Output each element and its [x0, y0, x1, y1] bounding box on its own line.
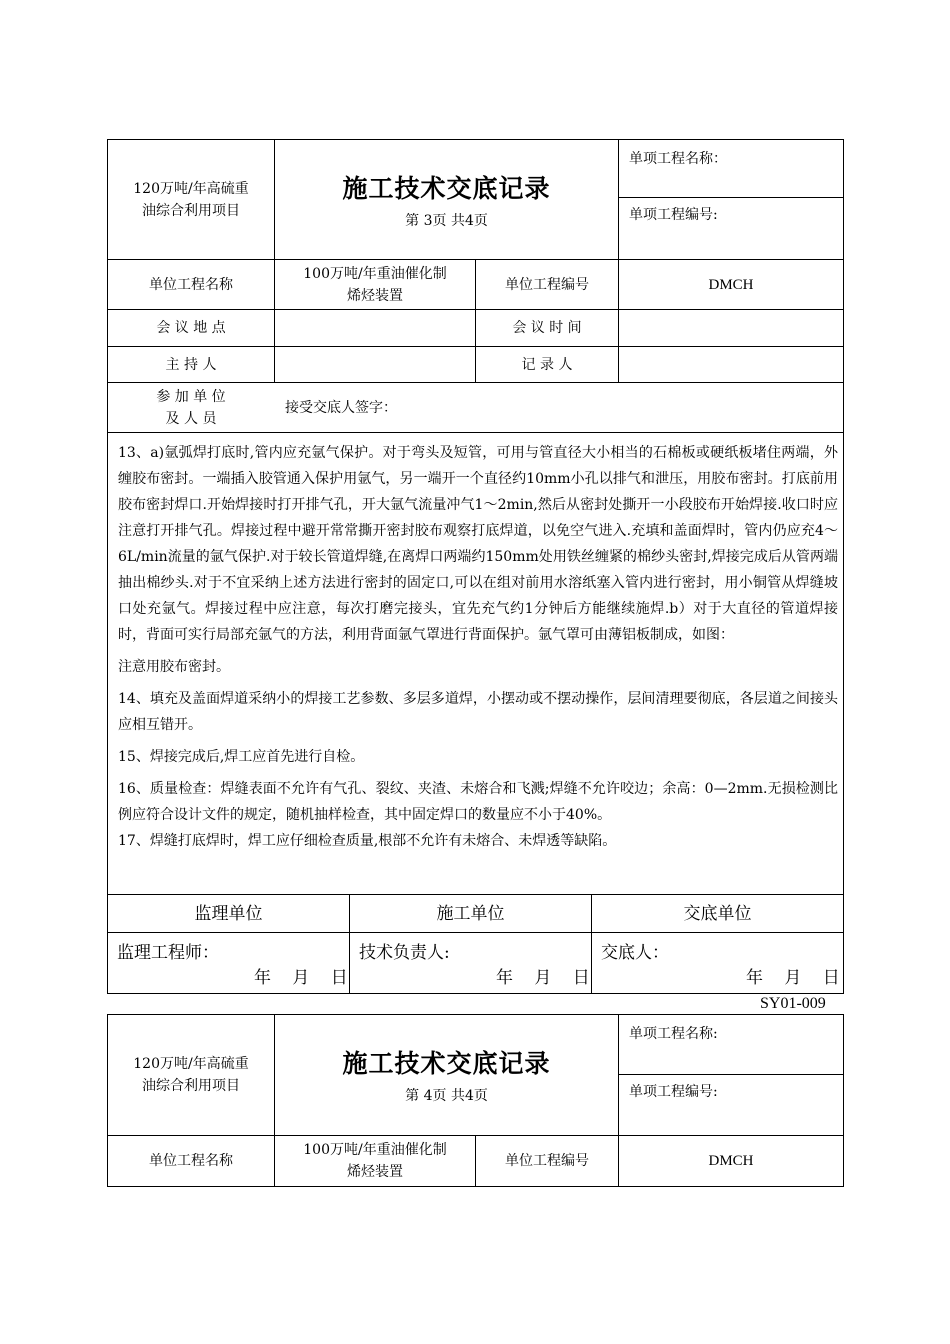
- disclosure-date: 年 月 日: [746, 968, 842, 988]
- paragraph-16: 16、质量检查：焊缝表面不允许有气孔、裂纹、夹渣、未熔合和飞溅;焊缝不允许咬边；余高：0—2mm.无损检测比例应符合设计文件的规定，随机抽样检查，其中固定焊口的数量应不小于40%。: [118, 781, 838, 823]
- paragraph-15: 15、焊接完成后,焊工应首先进行自检。: [118, 749, 365, 765]
- project-name-line1: 120万吨/年高硫重: [133, 181, 249, 197]
- sub-project-name-label: 单项工程名称：: [629, 151, 727, 167]
- project-name-2: [108, 1035, 274, 1115]
- project-name-2-line1: 120万吨/年高硫重: [133, 1056, 249, 1072]
- participants-label-line1: 参 加 单 位: [156, 388, 226, 405]
- project-name-line2: 油综合利用项目: [142, 203, 240, 219]
- recorder-label: 记 录 人: [521, 356, 573, 373]
- host-label: 主 持 人: [165, 356, 217, 373]
- document-header: [275, 160, 618, 250]
- form-code: SY01-009: [760, 995, 826, 1012]
- meeting-place-value: [275, 310, 475, 346]
- unit-code-value: DMCH: [708, 276, 754, 293]
- signature-label: 接受交底人签字：: [285, 399, 397, 416]
- disclosure-unit-header: 交底单位: [683, 903, 752, 924]
- supervision-date: 年 月 日: [254, 968, 350, 988]
- unit-code-label-2: 单位工程编号: [505, 1153, 589, 1169]
- document-header-2: [275, 1035, 618, 1125]
- discloser-label: 交底人：: [601, 943, 669, 963]
- sub-project-code-label: 单项工程编号:: [629, 207, 718, 223]
- participants-label: [108, 383, 274, 432]
- page-indicator-2: 第 4页 共4页: [405, 1088, 488, 1104]
- page-indicator: 第 3页 共4页: [405, 213, 488, 229]
- project-name-2-line2: 油综合利用项目: [142, 1078, 240, 1094]
- document-title: 施工技术交底记录: [342, 174, 551, 203]
- supervision-unit-header: 监理单位: [194, 903, 263, 924]
- disclosure-content: [118, 440, 838, 854]
- sub-project-code-label-2: 单项工程编号:: [629, 1084, 718, 1100]
- paragraph-17: 17、焊缝打底焊时，焊工应仔细检查质量,根部不允许有未熔合、未焊透等缺陷。: [118, 833, 617, 849]
- participants-label-line2: 及 人 员: [165, 410, 217, 427]
- recorder-value: [619, 347, 843, 382]
- paragraph-note: 注意用胶布密封。: [118, 659, 230, 675]
- construction-date: 年 月 日: [496, 968, 592, 988]
- project-name: [108, 160, 274, 240]
- unit-name-value-line1: 100万吨/年重油催化制: [303, 265, 447, 282]
- meeting-time-value: [619, 310, 843, 346]
- unit-name-value-line2: 烯烃装置: [347, 287, 403, 304]
- unit-code-label: 单位工程编号: [505, 276, 589, 293]
- meeting-place-label: 会 议 地 点: [156, 320, 226, 336]
- paragraph-14: 14、填充及盖面焊道采纳小的焊接工艺参数、多层多道焊，小摆动或不摆动操作，层间清理要彻底，各层道之间接头应相互错开。: [118, 691, 838, 733]
- unit-name-value: [275, 260, 475, 309]
- supervision-engineer-label: 监理工程师：: [117, 943, 219, 963]
- unit-name-value-2: [275, 1136, 475, 1186]
- host-value: [275, 347, 475, 382]
- unit-name-label: 单位工程名称: [149, 276, 233, 293]
- unit-code-value-2: DMCH: [708, 1153, 754, 1169]
- meeting-time-label: 会 议 时 间: [512, 320, 582, 336]
- unit-name-label-2: 单位工程名称: [149, 1153, 233, 1169]
- unit-name-value-2-line2: 烯烃装置: [347, 1164, 403, 1180]
- unit-name-value-2-line1: 100万吨/年重油催化制: [303, 1142, 447, 1158]
- paragraph-13: 13、a)氩弧焊打底时,管内应充氩气保护。对于弯头及短管，可用与管直径大小相当的石棉板或硬纸板堵住两端，外缠胶布密封。一端插入胶管通入保护用氩气，另一端开一个直径约10mm小孔以排气和泄压，用胶布密封。打底前用胶布密封焊口.开始焊接时打开排气孔，开大氩气流量冲气1～2min,然后从密封处撕开一小段胶布开始焊接.收口时应注意打开排气孔。焊接过程中避开常常撕开密封胶布观察打底焊道，以免空气进入.充填和盖面焊时，管内仍应充4～6L/min流量的氩气保护.对于较长管道焊缝,在离焊口两端约150mm处用铁丝缠紧的棉纱头密封,焊接完成后从管两端抽出棉纱头.对于不宜采纳上述方法进行密封的固定口,可以在组对前用水溶纸塞入管内进行密封，用小铜管从焊缝坡口处充氩气。焊接过程中应注意，每次打磨完接头，宜先充气约1分钟后方能继续施焊.b）对于大直径的管道焊接时，背面可实行局部充氩气的方法，利用背面氩气罩进行背面保护。氩气罩可由薄铝板制成，如图：: [118, 445, 838, 643]
- sub-project-name-label-2: 单项工程名称:: [629, 1026, 718, 1042]
- document-title-2: 施工技术交底记录: [342, 1049, 551, 1078]
- construction-unit-header: 施工单位: [436, 903, 505, 924]
- technical-lead-label: 技术负责人:: [359, 943, 450, 963]
